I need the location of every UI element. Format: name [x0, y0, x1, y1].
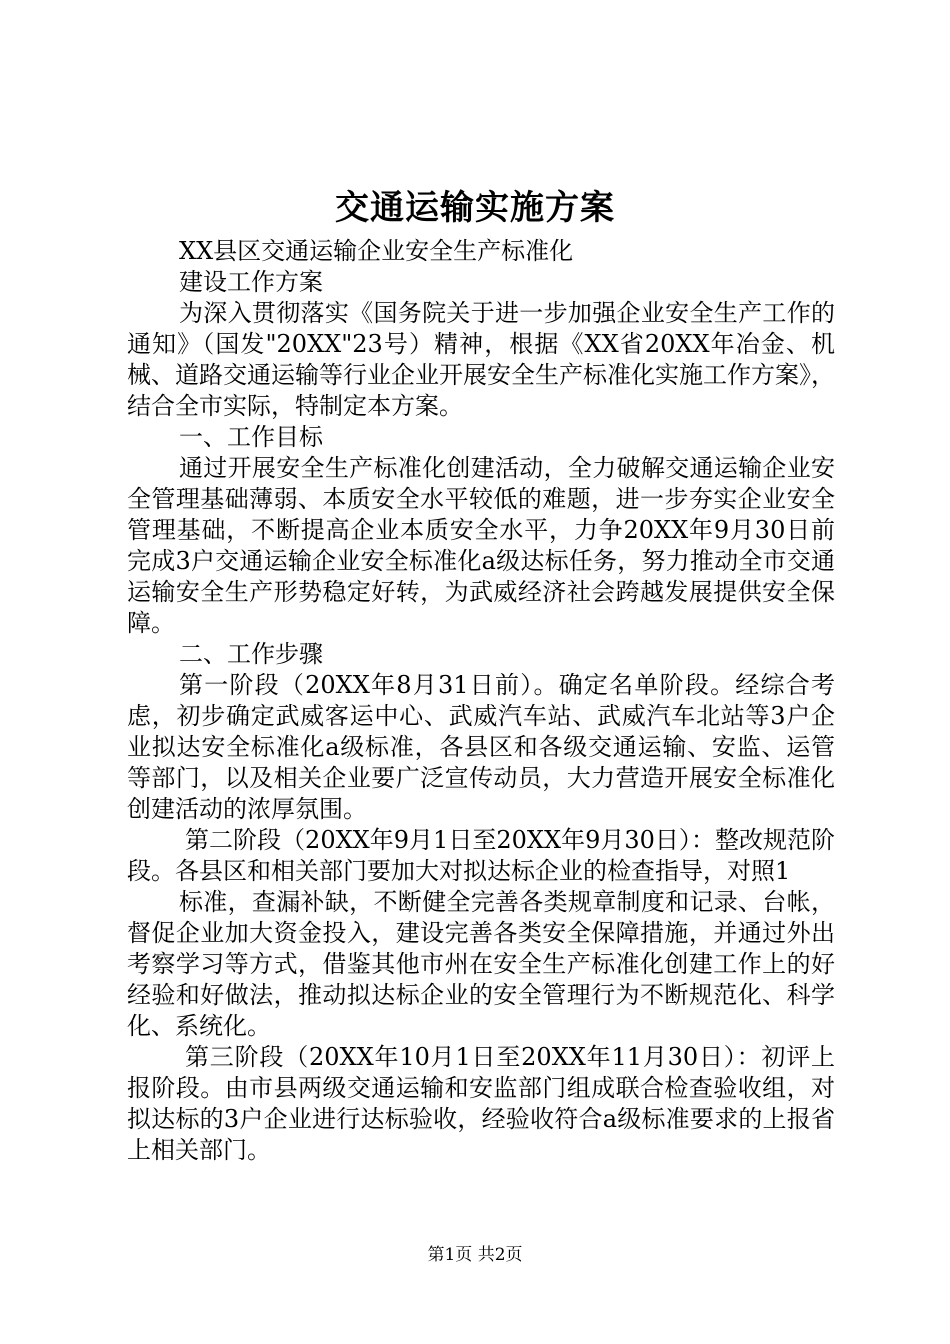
document-body	[127, 236, 835, 1166]
section-heading-goals: 一、工作目标	[179, 423, 323, 451]
subtitle-line-2: 建设工作方案	[179, 268, 323, 296]
stage-two-continued-paragraph: 标准，查漏补缺，不断健全完善各类规章制度和记录、台帐，督促企业加大资金投入，建设完善各类安全保障措施，并通过外出考察学习等方式，借鉴其他市州在安全生产标准化创建工作上的好经验和好做法，推动拟达标企业的安全管理行为不断规范化、科学化、系统化。	[127, 888, 835, 1040]
document-title: 交通运输实施方案	[335, 188, 615, 228]
goals-paragraph: 通过开展安全生产标准化创建活动，全力破解交通运输企业安全管理基础薄弱、本质安全水平较低的难题，进一步夯实企业安全管理基础，不断提高企业本质安全水平，力争20XX年9月30日前完成3户交通运输企业安全标准化a级达标任务，努力推动全市交通运输安全生产形势稳定好转，为武威经济社会跨越发展提供安全保障。	[127, 454, 835, 637]
intro-paragraph: 为深入贯彻落实《国务院关于进一步加强企业安全生产工作的通知》（国发"20XX"23号）精神，根据《XX省20XX年冶金、机械、道路交通运输等行业企业开展安全生产标准化实施工作方案》，结合全市实际，特制定本方案。	[127, 299, 835, 420]
section-heading-steps: 二、工作步骤	[179, 640, 323, 668]
stage-two-paragraph: 第二阶段（20XX年9月1日至20XX年9月30日）：整改规范阶段。各县区和相关部门要加大对拟达标企业的检查指导，对照1	[127, 826, 835, 885]
stage-one-paragraph: 第一阶段（20XX年8月31日前）。确定名单阶段。经综合考虑，初步确定武威客运中心、武威汽车站、武威汽车北站等3户企业拟达安全标准化a级标准，各县区和各级交通运输、安监、运管等部门，以及相关企业要广泛宣传动员，大力营造开展安全标准化创建活动的浓厚氛围。	[127, 671, 835, 823]
subtitle-line-1: XX县区交通运输企业安全生产标准化	[179, 237, 574, 265]
page-number-footer: 第1页 共2页	[427, 1245, 523, 1265]
stage-three-paragraph: 第三阶段（20XX年10月1日至20XX年11月30日）：初评上报阶段。由市县两级交通运输和安监部门组成联合检查验收组，对拟达标的3户企业进行达标验收，经验收符合a级标准要求的上报省上相关部门。	[127, 1043, 835, 1164]
